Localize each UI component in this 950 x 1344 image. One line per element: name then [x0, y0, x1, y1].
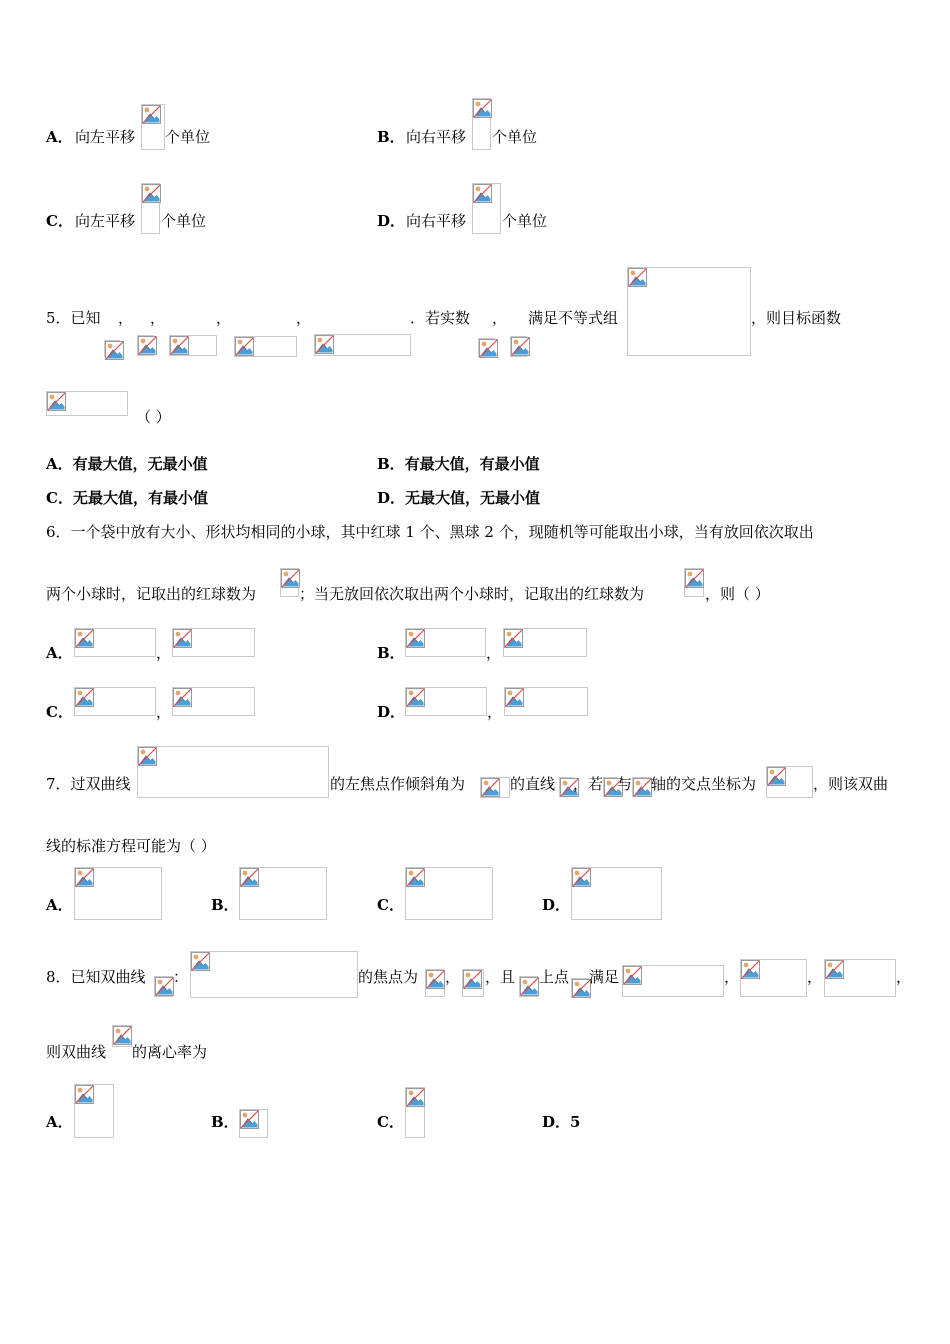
- comma: ，: [156, 703, 172, 721]
- comma: ，: [156, 644, 172, 662]
- q7-stem-c: 的直线: [510, 775, 556, 793]
- q5-option-b: B．有最大值，有最小值: [377, 455, 540, 473]
- broken-image-icon: [406, 688, 425, 707]
- formula-image: [405, 687, 487, 716]
- broken-image-icon: [473, 184, 492, 203]
- q4-option-b-unit: 个单位: [492, 128, 538, 146]
- q7-stem-b: 的左焦点作倾斜角为: [330, 775, 466, 793]
- q4-option-c-label: C．: [46, 212, 73, 230]
- formula-image: [684, 568, 704, 597]
- q8-stem-a: 8．已知双曲线: [46, 968, 146, 986]
- q5-real-numbers: ．若实数: [410, 309, 471, 327]
- formula-image: [314, 334, 411, 356]
- q4-option-b-text: 向右平移: [406, 128, 467, 146]
- broken-image-icon: [406, 629, 425, 648]
- formula-image: [141, 183, 160, 234]
- formula-image: [280, 568, 299, 597]
- broken-image-icon: [138, 747, 157, 766]
- q8-stem-g: 满足: [589, 968, 620, 986]
- broken-image-icon: [520, 977, 539, 996]
- q5-option-a: A．有最大值，无最小值: [46, 455, 208, 473]
- q8-stem-line2b: 的离心率为: [132, 1043, 208, 1061]
- q4-option-d-text: 向右平移: [406, 212, 467, 230]
- q6-stem-line1: 6．一个袋中放有大小、形状均相同的小球，其中红球 1 个、黑球 2 个，现随机等可能取出小球，当有放回依次取出: [46, 523, 814, 541]
- broken-image-icon: [504, 629, 523, 648]
- broken-image-icon: [633, 778, 652, 797]
- formula-image: [603, 777, 617, 797]
- broken-image-icon: [315, 335, 334, 354]
- broken-image-icon: [138, 336, 157, 355]
- formula-image: [425, 969, 445, 997]
- formula-image: [172, 687, 255, 716]
- broken-image-icon: [113, 1026, 132, 1045]
- broken-image-icon: [173, 629, 192, 648]
- broken-image-icon: [463, 970, 482, 989]
- q8-stem-b: ：: [173, 968, 189, 986]
- q8-option-c-label: C．: [377, 1113, 404, 1131]
- q7-stem-f: 轴的交点坐标为: [651, 775, 757, 793]
- formula-image: [46, 391, 128, 416]
- q6-option-a-label: A．: [46, 644, 73, 662]
- formula-image: [462, 969, 484, 997]
- broken-image-icon: [479, 339, 498, 358]
- broken-image-icon: [505, 688, 524, 707]
- formula-image: [766, 766, 813, 798]
- q6-stem-line2c: ，则（ ）: [705, 585, 770, 603]
- formula-image: [504, 687, 588, 716]
- formula-image: [632, 777, 651, 797]
- formula-image: [622, 965, 724, 997]
- formula-image: [169, 335, 217, 356]
- q8-stem-e: ，且: [485, 968, 516, 986]
- q8-option-a-label: A．: [46, 1113, 73, 1131]
- formula-image: [571, 978, 589, 998]
- q7-stem-e: 与: [617, 775, 633, 793]
- broken-image-icon: [426, 970, 445, 989]
- formula-image: [104, 340, 120, 357]
- formula-image: [405, 628, 486, 657]
- broken-image-icon: [142, 184, 161, 203]
- comma: ，: [216, 309, 232, 327]
- q6-option-d-label: D．: [377, 703, 406, 721]
- broken-image-icon: [173, 688, 192, 707]
- formula-image: [239, 1109, 268, 1138]
- q8-stem-c: 的焦点为: [358, 968, 419, 986]
- q4-option-d-unit: 个单位: [502, 212, 548, 230]
- q4-option-c-text: 向左平移: [75, 212, 136, 230]
- formula-image: [478, 338, 494, 357]
- q8-stem-f: 上点: [539, 968, 570, 986]
- formula-image: [137, 335, 154, 356]
- q7-stem-a: 7．过双曲线: [46, 775, 131, 793]
- broken-image-icon: [155, 977, 174, 996]
- formula-image: [154, 976, 173, 997]
- q7-stem-g: ，则该双曲: [813, 775, 889, 793]
- comma: ，: [487, 703, 503, 721]
- formula-image: [503, 628, 587, 657]
- broken-image-icon: [170, 336, 189, 355]
- q5-inequality-text: 满足不等式组: [528, 309, 619, 327]
- q5-option-d: D．无最大值，无最小值: [377, 489, 541, 507]
- q8-stem-d: ，: [445, 968, 461, 986]
- formula-image: [571, 867, 662, 920]
- broken-image-icon: [240, 868, 259, 887]
- q7-stem-line2: 线的标准方程可能为（ ）: [46, 837, 216, 855]
- formula-image: [234, 336, 297, 357]
- formula-image: [141, 104, 165, 150]
- broken-image-icon: [741, 960, 760, 979]
- broken-image-icon: [623, 966, 642, 985]
- broken-image-icon: [825, 960, 844, 979]
- formula-image: [405, 1087, 425, 1138]
- q4-option-a-label: A．: [46, 128, 73, 146]
- broken-image-icon: [191, 952, 210, 971]
- formula-image: [74, 628, 156, 657]
- formula-image: [190, 951, 358, 998]
- q8-stem-line2a: 则双曲线: [46, 1043, 107, 1061]
- comma: ，: [296, 309, 312, 327]
- comma: ，: [150, 309, 166, 327]
- formula-image: [740, 959, 807, 997]
- broken-image-icon: [75, 1085, 94, 1104]
- comma: ，: [492, 309, 508, 327]
- comma: ，: [896, 968, 912, 986]
- q5-stem-start: 5．已知: [46, 309, 101, 327]
- q4-option-d-label: D．: [377, 212, 406, 230]
- comma: ，: [724, 968, 740, 986]
- q5-answer-paren: （ ）: [136, 408, 171, 426]
- broken-image-icon: [628, 268, 647, 287]
- formula-image: [480, 777, 510, 798]
- broken-image-icon: [406, 868, 425, 887]
- formula-image: [405, 867, 493, 920]
- formula-image: [112, 1025, 132, 1047]
- broken-image-icon: [240, 1110, 259, 1129]
- formula-image: [74, 867, 162, 920]
- broken-image-icon: [142, 105, 161, 124]
- q8-option-b-label: B．: [211, 1113, 239, 1131]
- broken-image-icon: [473, 99, 492, 118]
- q7-stem-d: ，若: [573, 775, 604, 793]
- q6-option-b-label: B．: [377, 644, 405, 662]
- broken-image-icon: [105, 341, 124, 360]
- formula-image: [472, 183, 501, 234]
- broken-image-icon: [75, 629, 94, 648]
- q5-objective-text: ，则目标函数: [751, 309, 842, 327]
- formula-image: [472, 98, 491, 150]
- q6-stem-line2b: ；当无放回依次取出两个小球时，记取出的红球数为: [299, 585, 645, 603]
- q7-option-c-label: C．: [377, 896, 404, 914]
- broken-image-icon: [47, 392, 66, 411]
- broken-image-icon: [235, 337, 254, 356]
- broken-image-icon: [481, 778, 500, 797]
- q4-option-a-text: 向左平移: [75, 128, 136, 146]
- q4-option-c-unit: 个单位: [161, 212, 207, 230]
- formula-image: [137, 746, 329, 798]
- q8-option-d: D．5: [542, 1113, 581, 1131]
- formula-image: [627, 267, 751, 356]
- broken-image-icon: [511, 337, 530, 356]
- q7-option-b-label: B．: [211, 896, 239, 914]
- q7-option-a-label: A．: [46, 896, 73, 914]
- broken-image-icon: [75, 868, 94, 887]
- q5-option-c: C．无最大值，有最小值: [46, 489, 208, 507]
- formula-image: [519, 976, 538, 997]
- comma: ，: [807, 968, 823, 986]
- broken-image-icon: [75, 688, 94, 707]
- q4-option-a-unit: 个单位: [165, 128, 211, 146]
- q6-option-c-label: C．: [46, 703, 73, 721]
- q7-option-d-label: D．: [542, 896, 571, 914]
- formula-image: [824, 959, 896, 997]
- formula-image: [172, 628, 255, 657]
- q4-option-b-label: B．: [377, 128, 405, 146]
- formula-image: [510, 336, 527, 357]
- comma: ，: [486, 644, 502, 662]
- formula-image: [239, 867, 327, 920]
- broken-image-icon: [572, 868, 591, 887]
- formula-image: [559, 777, 573, 797]
- formula-image: [74, 1084, 114, 1138]
- broken-image-icon: [281, 569, 300, 588]
- broken-image-icon: [685, 569, 704, 588]
- comma: ，: [118, 309, 134, 327]
- broken-image-icon: [767, 767, 786, 786]
- formula-image: [74, 687, 156, 716]
- q6-stem-line2a: 两个小球时，记取出的红球数为: [46, 585, 257, 603]
- broken-image-icon: [406, 1088, 425, 1107]
